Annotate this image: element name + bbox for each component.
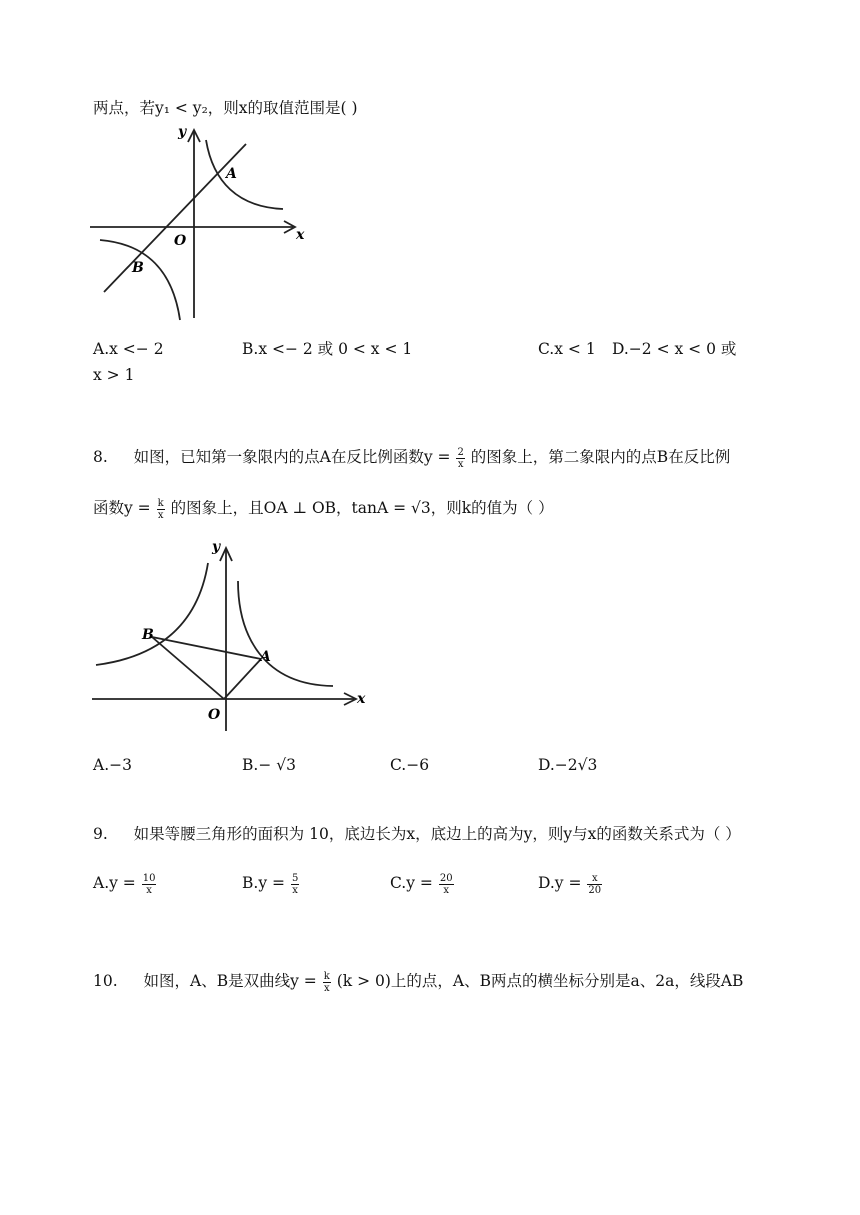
q8-line1-a: 如图，已知第一象限内的点A在反比例函数y =: [133, 448, 451, 466]
q8-line1-b: 的图象上，第二象限内的点B在反比例: [470, 448, 731, 466]
q8-line2: [93, 497, 554, 521]
q9-option-b-label: B.y =: [242, 874, 285, 892]
q7-label-A: A: [226, 166, 237, 182]
q8-option-c: C.−6: [390, 756, 430, 774]
q7-label-y: y: [178, 124, 187, 140]
q7-hyperbola-q3: [100, 240, 180, 320]
q8-label-B: B: [142, 627, 154, 643]
q9-option-a-num: 10: [142, 872, 156, 884]
q8-fraction-2-den: x: [157, 509, 164, 521]
q8-fraction-2: [157, 498, 165, 521]
q8-option-b: B.− √3: [242, 756, 296, 774]
q9-option-b-fraction: [291, 873, 299, 896]
q9-option-b-den: x: [292, 884, 298, 896]
q8-label-x: x: [357, 691, 366, 707]
q9-option-a-den: x: [146, 884, 152, 896]
q10-fraction-num: k: [323, 970, 330, 982]
q8-hyperbola-q1: [238, 581, 333, 686]
q10-line-a: 如图，A、B是双曲线y =: [143, 972, 317, 990]
q7-option-d-cont: x > 1: [93, 366, 135, 384]
q9-option-b-num: 5: [291, 872, 299, 884]
q8-line1: [93, 446, 730, 470]
q8-hyperbola-q2: [96, 563, 208, 665]
q8-fraction-1-den: x: [457, 458, 464, 470]
q8-fraction-1-num: 2: [457, 446, 464, 458]
q9-option-c-fraction: [439, 873, 454, 896]
q8-figure: [88, 535, 378, 735]
q10-number: 10.: [93, 972, 118, 990]
q9-option-c-num: 20: [439, 872, 453, 884]
q8-segment-OA: [224, 659, 261, 699]
q7-option-d: D.−2 < x < 0 或: [612, 340, 737, 358]
q9-stem: 如果等腰三角形的面积为 10，底边长为x，底边上的高为y，则y与x的函数关系式为（ ）: [133, 825, 741, 843]
q8-line2-a: 函数y =: [93, 499, 151, 517]
q9-stem-line: [93, 823, 741, 845]
q7-line: [104, 144, 246, 292]
q8-option-a: A.−3: [93, 756, 132, 774]
q7-option-c: C.x < 1: [538, 340, 596, 358]
q7-label-B: B: [132, 260, 144, 276]
q7-stem: 两点，若y₁ < y₂，则x的取值范围是( ): [93, 99, 358, 117]
q9-option-a: [93, 872, 157, 896]
q10-stem-line: [93, 970, 743, 994]
q9-option-a-label: A.y =: [93, 874, 136, 892]
q10-fraction: [323, 971, 331, 994]
q8-label-A: A: [260, 649, 271, 665]
q9-option-c: [390, 872, 455, 896]
q9-option-d-den: 20: [588, 884, 602, 896]
q8-line2-b: 的图象上，且OA ⊥ OB，tanA = √3，则k的值为（ ）: [170, 499, 554, 517]
q7-figure: [88, 122, 318, 327]
q9-number: 9.: [93, 825, 108, 843]
q10-fraction-den: x: [323, 982, 330, 994]
q8-label-y: y: [212, 539, 221, 555]
q9-option-c-label: C.y =: [390, 874, 433, 892]
q7-label-O: O: [174, 233, 187, 249]
q8-segment-OB: [152, 637, 224, 699]
q8-segment-AB: [152, 637, 261, 659]
q9-option-d-fraction: [587, 873, 602, 896]
q8-fraction-2-num: k: [157, 497, 164, 509]
q9-option-d: [538, 872, 603, 896]
q8-number: 8.: [93, 448, 108, 466]
q9-option-a-fraction: [142, 873, 157, 896]
q9-option-d-label: D.y =: [538, 874, 582, 892]
q7-label-x: x: [296, 227, 305, 243]
q8-label-O: O: [208, 707, 221, 723]
q7-option-b: B.x <− 2 或 0 < x < 1: [242, 340, 413, 358]
q7-option-a: A.x <− 2: [93, 340, 164, 358]
q8-fraction-1: [456, 447, 464, 470]
q8-option-d: D.−2√3: [538, 756, 598, 774]
q10-line-b: (k > 0)上的点，A、B两点的横坐标分别是a、2a，线段AB: [336, 972, 744, 990]
q9-option-c-den: x: [443, 884, 450, 896]
q9-option-b: [242, 872, 300, 896]
q9-option-d-num: x: [587, 873, 602, 885]
